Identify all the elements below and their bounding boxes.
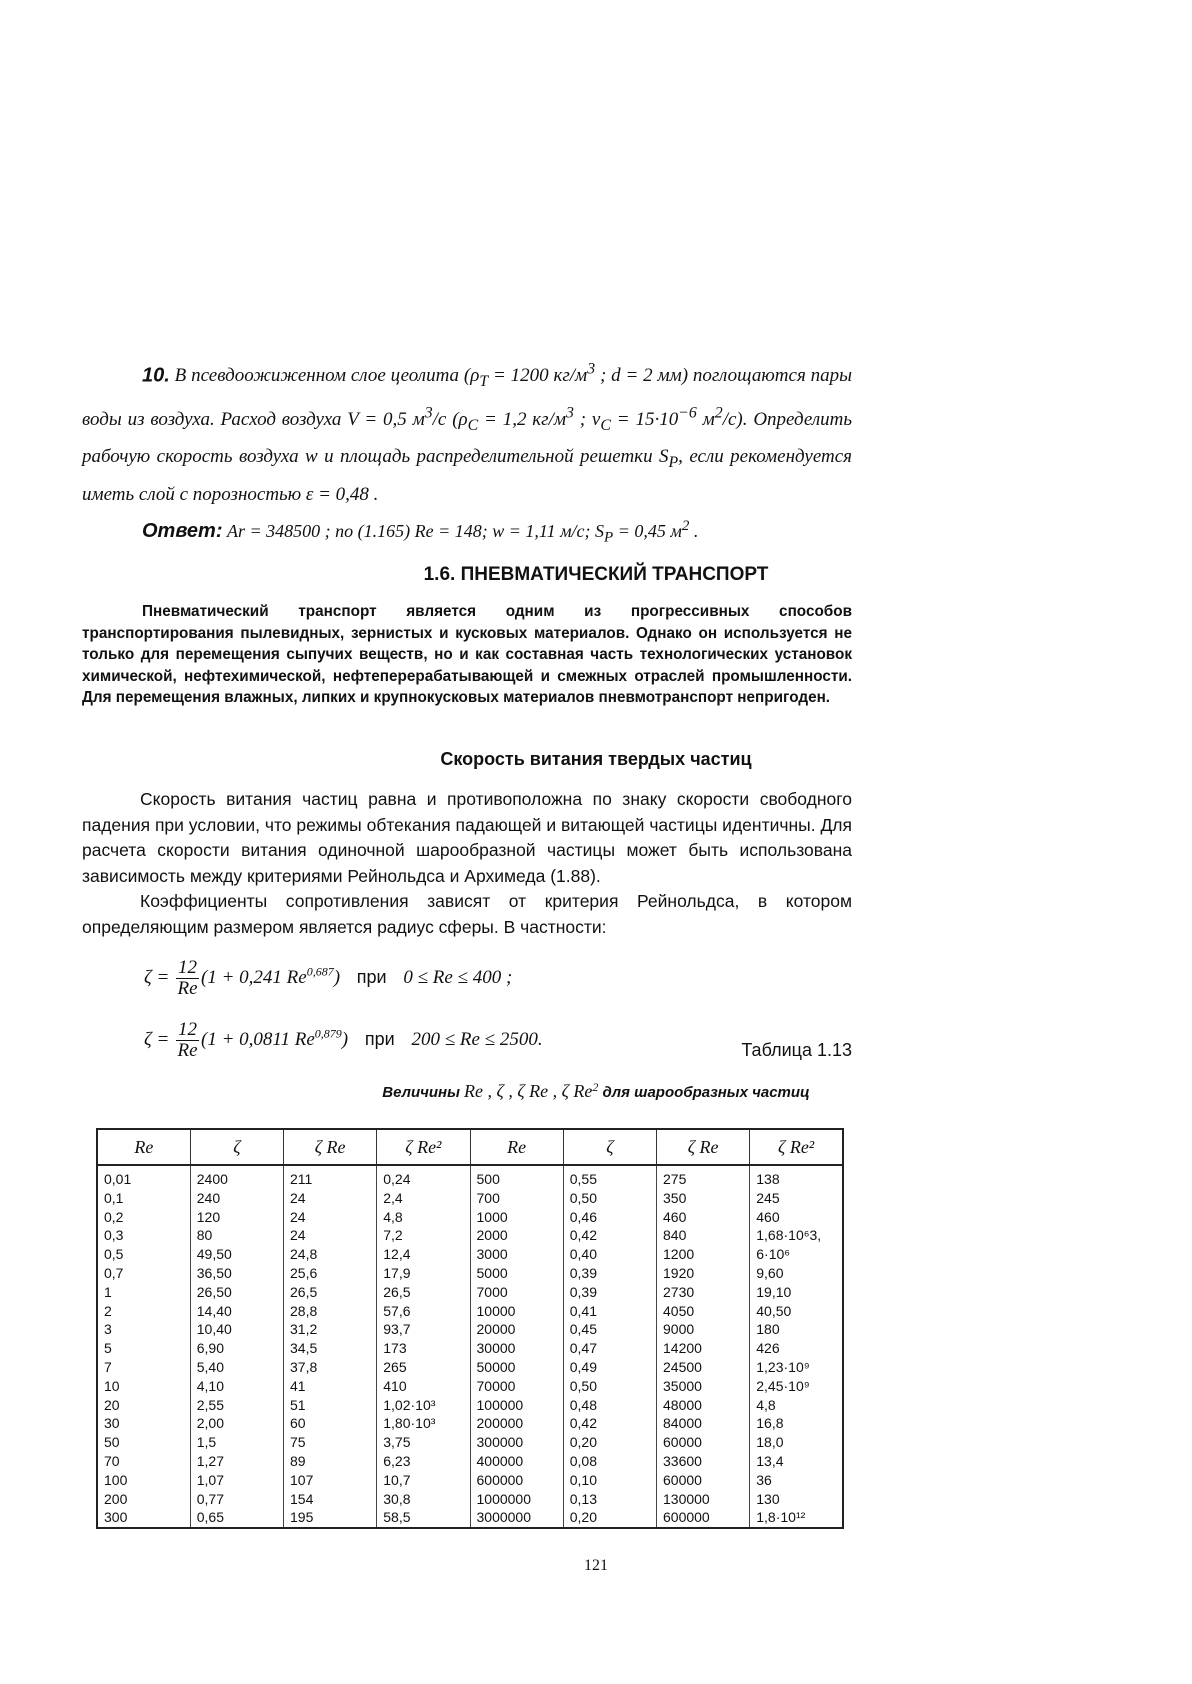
table-cell: 211 [284,1165,377,1189]
table-cell: 33600 [657,1452,750,1471]
table-cell: 75 [284,1433,377,1452]
table-cell: 35000 [657,1377,750,1396]
table-cell: 7000 [470,1283,563,1302]
table-cell: 57,6 [377,1302,470,1321]
table-cell: 30000 [470,1339,563,1358]
table-cell: 0,10 [563,1471,656,1490]
header-zeta-2: ζ [563,1129,656,1165]
problem-answer: Ответ: Ar = 348500 ; по (1.165) Re = 148; w = 1,11 м/с; $S_Р = 0,45$ $м^2$ . [142,518,699,546]
table-cell: 0,49 [563,1358,656,1377]
table-cell: 410 [377,1377,470,1396]
header-zeta-re2-2: ζ Re² [750,1129,843,1165]
table-cell: 1920 [657,1264,750,1283]
header-zeta-re2-1: ζ Re² [377,1129,470,1165]
table-cell: 1,07 [190,1471,283,1490]
table-cell: 24 [284,1208,377,1227]
table-cell: 60000 [657,1471,750,1490]
table-cell: 2,55 [190,1396,283,1415]
section-subtitle: Скорость витания твердых частиц [440,749,752,769]
page-number: 121 [584,1557,608,1574]
equation-1: ζ = $\frac{12}{Re}$ (1 + 0,241 Re$^{0,687}$) при 0 ≤ Re ≤ 400 ; [144,957,513,999]
table-cell: 60000 [657,1433,750,1452]
table-cell: 2730 [657,1283,750,1302]
table-cell: 200 [97,1490,190,1509]
table-cell: 0,50 [563,1189,656,1208]
table-cell: 600000 [470,1471,563,1490]
table-cell: 1,68·10⁶3, [750,1226,843,1245]
table-cell: 6,90 [190,1339,283,1358]
table-cell: 138 [750,1165,843,1189]
table-cell: 93,7 [377,1320,470,1339]
paragraph-1: Скорость витания частиц равна и противоположна по знаку скорости свободного падения при условии, что режимы обтекания падающей и витающей частицы идентичны. Для расчета скорости витания одиночной шарообразной частицы может быть использована зависимость между критериями Рейнольдса и Архимеда (1.88). [82,789,852,886]
section-title: 1.6. ПНЕВМАТИЧЕСКИЙ ТРАНСПОРТ [423,564,769,585]
table-cell: 275 [657,1165,750,1189]
table-cell: 460 [657,1208,750,1227]
table-cell: 14,40 [190,1302,283,1321]
table-cell: 34,5 [284,1339,377,1358]
table-row [97,1433,843,1452]
table-cell: 12,4 [377,1245,470,1264]
table-row [97,1264,843,1283]
table-cell: 100000 [470,1396,563,1415]
table-cell: 0,39 [563,1264,656,1283]
table-cell: 2400 [190,1165,283,1189]
table-cell: 7 [97,1358,190,1377]
table-cell: 0,3 [97,1226,190,1245]
table-cell: 2000 [470,1226,563,1245]
table-cell: 173 [377,1339,470,1358]
table-cell: 6,23 [377,1452,470,1471]
table-cell: 0,55 [563,1165,656,1189]
table-cell: 120 [190,1208,283,1227]
table-cell: 25,6 [284,1264,377,1283]
table-cell: 1200 [657,1245,750,1264]
table-cell: 31,2 [284,1320,377,1339]
table-cell: 70 [97,1452,190,1471]
table-cell: 1,23·10⁹ [750,1358,843,1377]
table-cell: 1 [97,1283,190,1302]
table-cell: 4,10 [190,1377,283,1396]
table-row [97,1452,843,1471]
table-row [97,1283,843,1302]
table-cell: 426 [750,1339,843,1358]
table-cell: 60 [284,1414,377,1433]
table-cell: 24,8 [284,1245,377,1264]
table-cell: 700 [470,1189,563,1208]
table-cell: 300000 [470,1433,563,1452]
table-header-row [97,1129,843,1165]
table-cell: 1000 [470,1208,563,1227]
table-cell: 14200 [657,1339,750,1358]
table-cell: 9000 [657,1320,750,1339]
section-intro: Пневматический транспорт является одним из прогрессивных способов транспортирования пылевидных, зернистых и кусковых материалов. Однако он используется не только для перемещения сыпучих веществ, но и как составная часть технологических установок химической, нефтехимической, нефтеперерабатывающей и смежных отраслей промышленности. Для перемещения влажных, липких и крупнокусковых материалов пневмотранспорт непригоден. [82,603,852,706]
table-row [97,1414,843,1433]
table-cell: 4,8 [750,1396,843,1415]
table-cell: 840 [657,1226,750,1245]
table-row [97,1245,843,1264]
table-cell: 6·10⁶ [750,1245,843,1264]
table-caption: Величины Re , ζ , ζ Re , ζ Re$^2$ для шарообразных частиц [382,1080,810,1101]
table-cell: 0,24 [377,1165,470,1189]
table-cell: 10000 [470,1302,563,1321]
table-body [97,1165,843,1528]
table-cell: 0,13 [563,1490,656,1509]
table-cell: 37,8 [284,1358,377,1377]
table-cell: 30 [97,1414,190,1433]
table-row [97,1226,843,1245]
paragraph-2: Коэффициенты сопротивления зависят от критерия Рейнольдса, в котором определяющим размером является радиус сферы. В частности: [82,891,852,937]
table-row [97,1320,843,1339]
header-zeta-1: ζ [190,1129,283,1165]
table-cell: 3000000 [470,1508,563,1528]
table-cell: 130 [750,1490,843,1509]
table-cell: 0,7 [97,1264,190,1283]
table-cell: 5000 [470,1264,563,1283]
table-cell: 40,50 [750,1302,843,1321]
table-cell: 0,5 [97,1245,190,1264]
table-cell: 0,42 [563,1414,656,1433]
table-cell: 400000 [470,1452,563,1471]
table-cell: 154 [284,1490,377,1509]
table-row [97,1339,843,1358]
table-cell: 0,77 [190,1490,283,1509]
table-row [97,1490,843,1509]
table-cell: 58,5 [377,1508,470,1528]
table-cell: 600000 [657,1508,750,1528]
table-cell: 10 [97,1377,190,1396]
table-cell: 1000000 [470,1490,563,1509]
table-cell: 84000 [657,1414,750,1433]
table-cell: 50 [97,1433,190,1452]
table-cell: 89 [284,1452,377,1471]
table-cell: 26,50 [190,1283,283,1302]
table-cell: 460 [750,1208,843,1227]
table-cell: 0,20 [563,1508,656,1528]
table-cell: 265 [377,1358,470,1377]
table-cell: 3 [97,1320,190,1339]
problem-number: 10. [142,364,170,387]
table-cell: 0,46 [563,1208,656,1227]
header-re-1: Re [97,1129,190,1165]
table-cell: 48000 [657,1396,750,1415]
table-cell: 195 [284,1508,377,1528]
table-cell: 0,45 [563,1320,656,1339]
table-cell: 0,40 [563,1245,656,1264]
table-row [97,1302,843,1321]
table-cell: 10,40 [190,1320,283,1339]
table-cell: 49,50 [190,1245,283,1264]
table-cell: 50000 [470,1358,563,1377]
table-cell: 26,5 [284,1283,377,1302]
table-cell: 245 [750,1189,843,1208]
equation-2: ζ = $\frac{12}{Re}$ (1 + 0,0811 Re$^{0,879}$) при 200 ≤ Re ≤ 2500. [144,1019,543,1061]
table-cell: 24500 [657,1358,750,1377]
table-cell: 130000 [657,1490,750,1509]
table-cell: 24 [284,1226,377,1245]
table-cell: 5 [97,1339,190,1358]
table-cell: 350 [657,1189,750,1208]
table-row [97,1377,843,1396]
table-cell: 1,8·10¹² [750,1508,843,1528]
table-cell: 13,4 [750,1452,843,1471]
table-cell: 0,01 [97,1165,190,1189]
table-row [97,1208,843,1227]
answer-label: Ответ: [142,520,223,542]
table-cell: 0,39 [563,1283,656,1302]
table-cell: 5,40 [190,1358,283,1377]
header-zeta-re-1: ζ Re [284,1129,377,1165]
table-cell: 0,47 [563,1339,656,1358]
table-cell: 9,60 [750,1264,843,1283]
table-cell: 300 [97,1508,190,1528]
table-row [97,1471,843,1490]
table-row [97,1358,843,1377]
table-cell: 2,00 [190,1414,283,1433]
table-cell: 36 [750,1471,843,1490]
table-label: Таблица 1.13 [741,1040,852,1060]
table-cell: 70000 [470,1377,563,1396]
table-row [97,1165,843,1189]
table-cell: 1,02·10³ [377,1396,470,1415]
table-cell: 180 [750,1320,843,1339]
table-cell: 20000 [470,1320,563,1339]
table-cell: 500 [470,1165,563,1189]
table-cell: 16,8 [750,1414,843,1433]
table-row [97,1189,843,1208]
table-row [97,1396,843,1415]
table-cell: 2,45·10⁹ [750,1377,843,1396]
table-cell: 0,50 [563,1377,656,1396]
table-cell: 18,0 [750,1433,843,1452]
table-cell: 0,1 [97,1189,190,1208]
table-cell: 1,80·10³ [377,1414,470,1433]
table-cell: 4050 [657,1302,750,1321]
table-cell: 3,75 [377,1433,470,1452]
table-cell: 17,9 [377,1264,470,1283]
header-zeta-re-2: ζ Re [657,1129,750,1165]
table-cell: 10,7 [377,1471,470,1490]
table-cell: 2 [97,1302,190,1321]
table-cell: 7,2 [377,1226,470,1245]
table-cell: 2,4 [377,1189,470,1208]
table-cell: 4,8 [377,1208,470,1227]
table-cell: 240 [190,1189,283,1208]
table-cell: 19,10 [750,1283,843,1302]
table-cell: 26,5 [377,1283,470,1302]
table-cell: 20 [97,1396,190,1415]
table-row [97,1508,843,1528]
table-cell: 200000 [470,1414,563,1433]
table-cell: 80 [190,1226,283,1245]
table-cell: 0,20 [563,1433,656,1452]
table-cell: 0,08 [563,1452,656,1471]
table-cell: 0,42 [563,1226,656,1245]
problem-10 [82,354,852,510]
table-cell: 30,8 [377,1490,470,1509]
table-cell: 51 [284,1396,377,1415]
table-cell: 0,2 [97,1208,190,1227]
table-cell: 36,50 [190,1264,283,1283]
problem-text: В псевдоожиженном слое цеолита ($\rho_Т = 1200$ $кг/м^3$ ; d = 2 мм) поглощаются пары воды из воздуха. Расход воздуха V = 0,5 $м^3/с$ ($\rho_С = 1,2$ $кг/м^3$ ; $\nu_С = 15\cdot 10^{-6}$ $м^2/с$). Определить рабочую скорость воздуха w и площадь распределительной решетки $S_Р$, если рекомендуется иметь слой с порозностью ε = 0,48 . [82,361,852,505]
table-cell: 107 [284,1471,377,1490]
table-cell: 1,5 [190,1433,283,1452]
table-cell: 100 [97,1471,190,1490]
data-table [96,1128,844,1529]
table-cell: 24 [284,1189,377,1208]
table-cell: 1,27 [190,1452,283,1471]
header-re-2: Re [470,1129,563,1165]
table-cell: 0,48 [563,1396,656,1415]
table-cell: 0,65 [190,1508,283,1528]
table-cell: 0,41 [563,1302,656,1321]
table-cell: 28,8 [284,1302,377,1321]
table-cell: 3000 [470,1245,563,1264]
table-cell: 41 [284,1377,377,1396]
